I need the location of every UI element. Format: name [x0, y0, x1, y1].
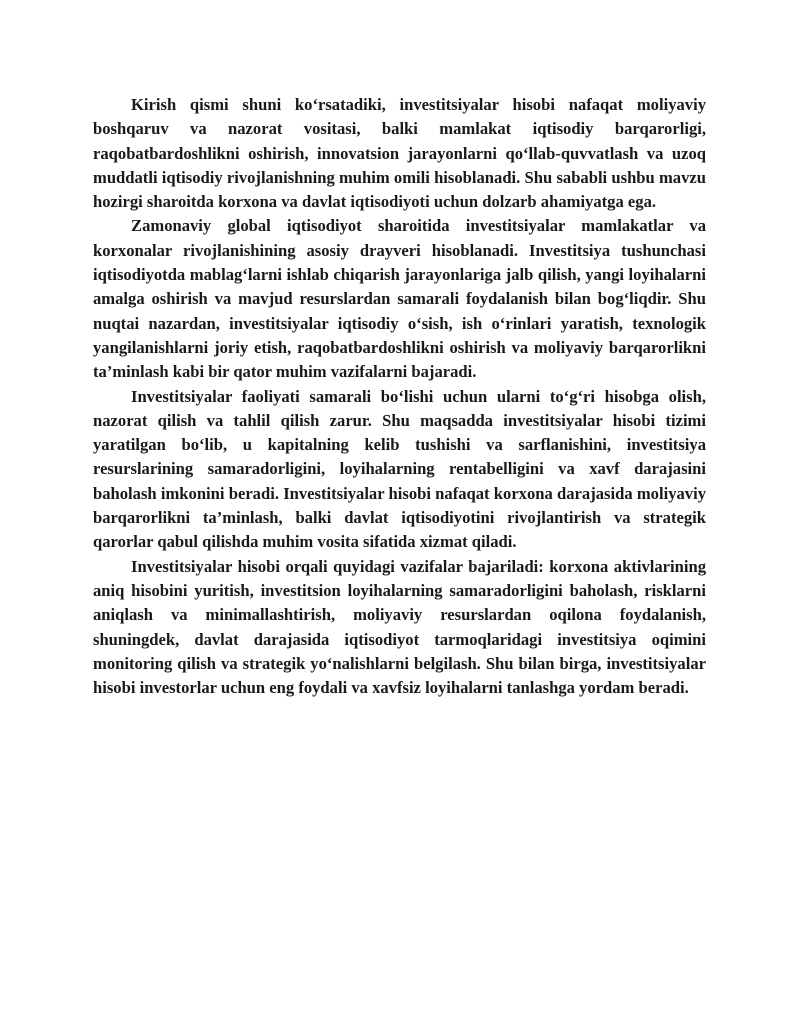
- paragraph-accounting-tasks: Investitsiyalar hisobi orqali quyidagi vazifalar bajariladi: korxona aktivlarining aniq hisobini yuritish, investitsion loyihalarning samaradorligini baholash, risklarni aniqlash va minimallashtirish, moliyaviy resurslardan oqilona foydalanish, shuningdek, davlat darajasida iqtisodiyot tarmoqlaridagi investitsiya oqimini monitoring qilish va strategik yo‘nalishlarni belgilash. Shu bilan birga, investitsiyalar hisobi investorlar uchun eng foydali va xavfsiz loyihalarni tanlashga yordam beradi.: [93, 556, 706, 698]
- document-page: [93, 93, 706, 700]
- paragraph-global-economy: Zamonaviy global iqtisodiyot sharoitida investitsiyalar mamlakatlar va korxonalar rivojlanishining asosiy drayveri hisoblanadi. Investitsiya tushunchasi iqtisodiyotda mablag‘larni ishlab chiqarish jarayonlariga jalb qilish, yangi loyihalarni amalga oshirish va mavjud resurslardan samarali foydalanish bilan bog‘liqdir. Shu nuqtai nazardan, investitsiyalar iqtisodiy o‘sish, ish o‘rinlari yaratish, texnologik yangilanishlarni joriy etish, raqobatbardoshlikni oshirish va moliyaviy barqarorlikni ta’minlash kabi bir qator muhim vazifalarni bajaradi.: [93, 216, 706, 382]
- paragraph-introduction: Kirish qismi shuni ko‘rsatadiki, investitsiyalar hisobi nafaqat moliyaviy boshqaruv va nazorat vositasi, balki mamlakat iqtisodiy barqarorligi, raqobatbardoshlikni oshirish, innovatsion jarayonlarni qo‘llab-quvvatlash va uzoq muddatli iqtisodiy rivojlanishning muhim omili hisoblanadi. Shu sababli ushbu mavzu hozirgi sharoitda korxona va davlat iqtisodiyoti uchun dolzarb ahamiyatga ega.: [93, 95, 706, 212]
- paragraph-investment-accounting: Investitsiyalar faoliyati samarali bo‘lishi uchun ularni to‘g‘ri hisobga olish, nazorat qilish va tahlil qilish zarur. Shu maqsadda investitsiyalar hisobi tizimi yaratilgan bo‘lib, u kapitalning kelib tushishi va sarflanishini, investitsiya resurslarining samaradorligini, loyihalarning rentabelligini va xavf darajasini baholash imkonini beradi. Investitsiyalar hisobi nafaqat korxona darajasida moliyaviy barqarorlikni ta’minlash, balki davlat iqtisodiyotini rivojlantirish va strategik qarorlar qabul qilishda muhim vosita sifatida xizmat qiladi.: [93, 386, 706, 552]
